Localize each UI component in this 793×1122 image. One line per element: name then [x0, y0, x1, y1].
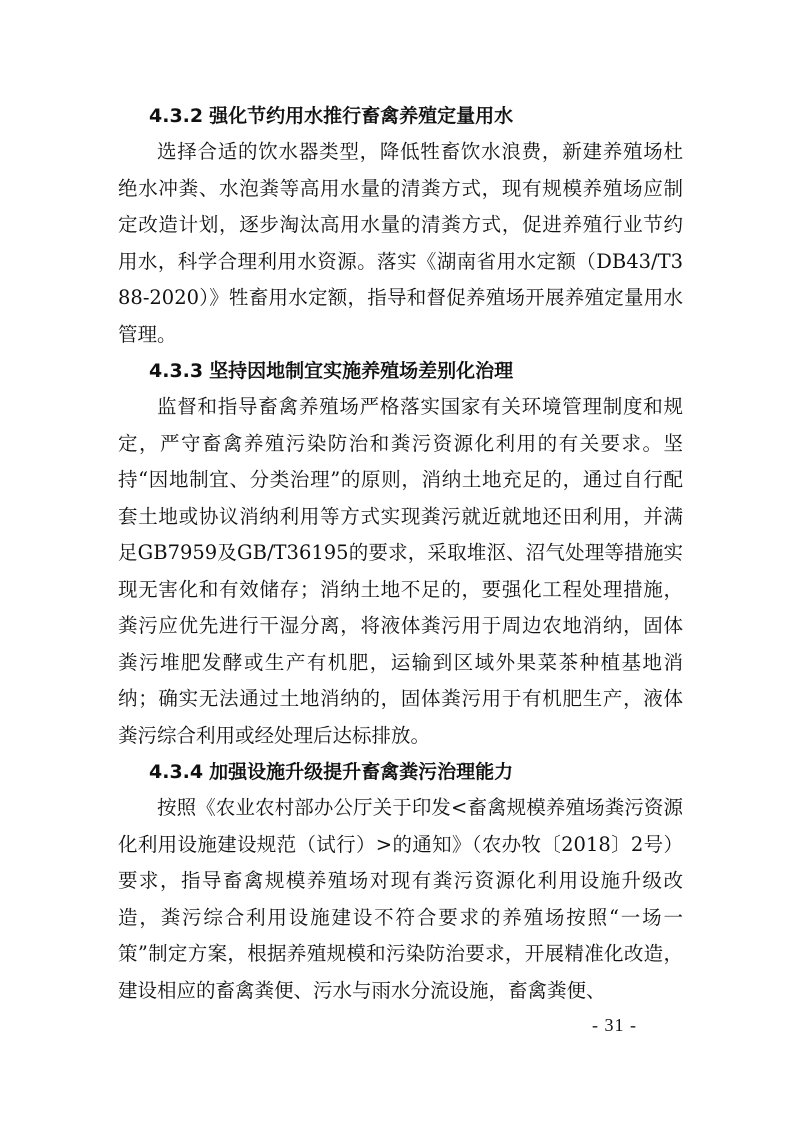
document-page	[118, 100, 683, 1009]
page-number: - 31 -	[592, 1015, 637, 1035]
section-number: 4.3.4	[149, 761, 204, 783]
section-number: 4.3.3	[149, 360, 204, 382]
section-body-4-3-4: 按照《农业农村部办公厅关于印发<畜禽规模养殖场粪污资源化利用设施建设规范（试行）>的通知》（农办牧〔2018〕2号）要求，指导畜禽规模养殖场对现有粪污资源化利用设施升级改造，粪污综合利用设施建设不符合要求的养殖场按照“一场一策”制定方案，根据养殖规模和污染防治要求，开展精准化改造，建设相应的畜禽粪便、污水与雨水分流设施，畜禽粪便、	[118, 796, 683, 1002]
section-title: 加强设施升级提升畜禽粪污治理能力	[209, 761, 514, 783]
section-number: 4.3.2	[149, 105, 204, 127]
section-body-4-3-2: 选择合适的饮水器类型，降低牲畜饮水浪费，新建养殖场杜绝水冲粪、水泡粪等高用水量的清粪方式，现有规模养殖场应制定改造计划，逐步淘汰高用水量的清粪方式，促进养殖行业节约用水，科学合理利用水资源。落实《湖南省用水定额（DB43/T388-2020）》牲畜用水定额，指导和督促养殖场开展养殖定量用水管理。	[118, 140, 683, 346]
section-heading-4-3-3	[118, 355, 683, 387]
section-heading-4-3-4	[118, 756, 683, 788]
section-title: 强化节约用水推行畜禽养殖定量用水	[209, 105, 514, 127]
section-title: 坚持因地制宜实施养殖场差别化治理	[209, 360, 514, 382]
section-heading-4-3-2	[118, 100, 683, 132]
section-body-4-3-3: 监督和指导畜禽养殖场严格落实国家有关环境管理制度和规定，严守畜禽养殖污染防治和粪污资源化利用的有关要求。坚持“因地制宜、分类治理”的原则，消纳土地充足的，通过自行配套土地或协议消纳利用等方式实现粪污就近就地还田利用，并满足GB7959及GB/T36195的要求，采取堆沤、沼气处理等措施实现无害化和有效储存；消纳土地不足的，要强化工程处理措施，粪污应优先进行干湿分离，将液体粪污用于周边农地消纳，固体粪污堆肥发酵或生产有机肥，运输到区域外果菜茶种植基地消纳；确实无法通过土地消纳的，固体粪污用于有机肥生产，液体粪污综合利用或经处理后达标排放。	[118, 395, 683, 747]
